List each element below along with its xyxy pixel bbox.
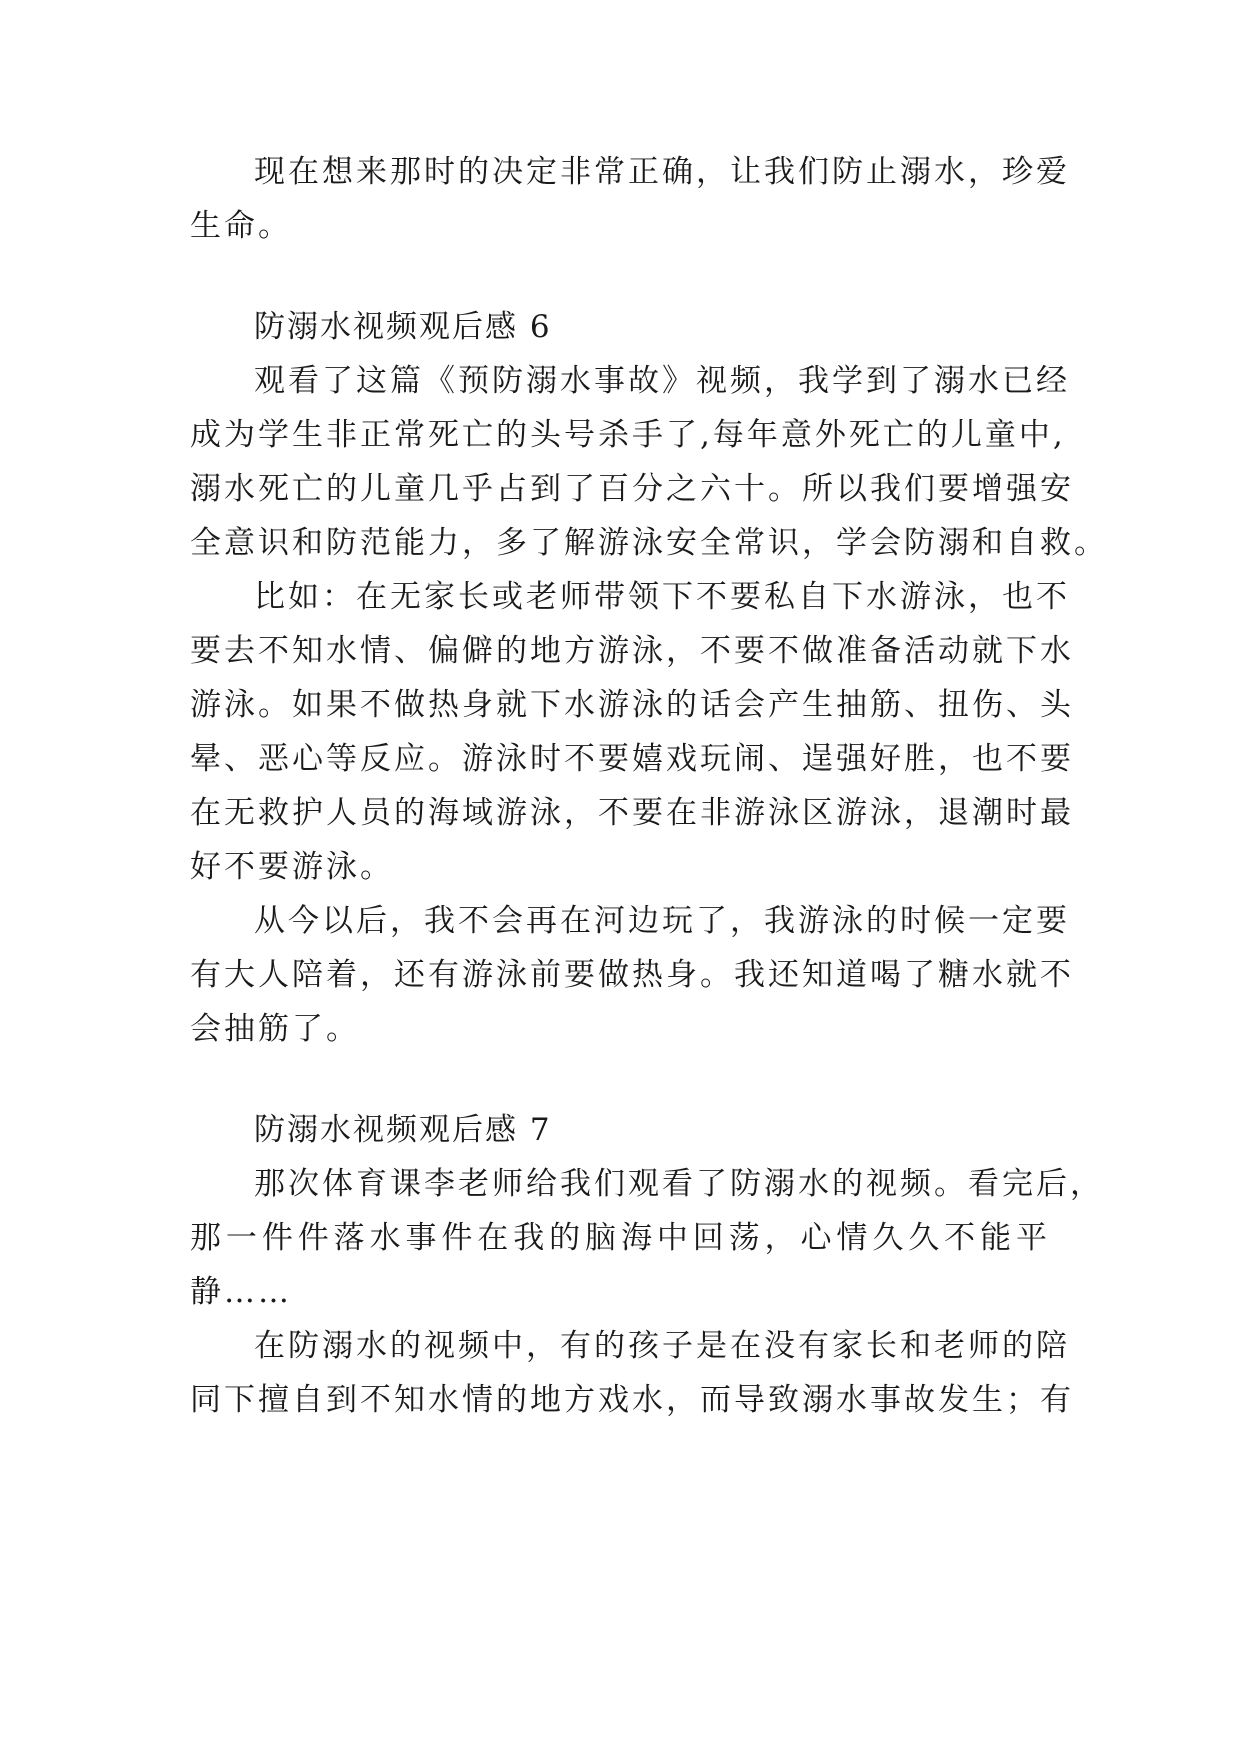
text-line: 生命。 <box>190 208 292 244</box>
section-heading: 防溺水视频观后感 6 <box>254 309 552 345</box>
section-heading: 防溺水视频观后感 7 <box>254 1112 552 1148</box>
text-line: 在防溺水的视频中，有的孩子是在没有家长和老师的陪 <box>254 1328 1070 1364</box>
text-line: 观看了这篇《预防溺水事故》视频，我学到了溺水已经 <box>254 363 1070 399</box>
text-line: 要去不知水情、偏僻的地方游泳，不要不做准备活动就下水 <box>190 633 1074 669</box>
text-line: 好不要游泳。 <box>190 849 394 885</box>
text-line: 游泳。如果不做热身就下水游泳的话会产生抽筋、扭伤、头 <box>190 687 1074 723</box>
text-line: 在无救护人员的海域游泳，不要在非游泳区游泳，退潮时最 <box>190 795 1074 831</box>
text-line: 有大人陪着，还有游泳前要做热身。我还知道喝了糖水就不 <box>190 957 1074 993</box>
text-line: 溺水死亡的儿童几乎占到了百分之六十。所以我们要增强安 <box>190 471 1074 507</box>
text-line: 比如：在无家长或老师带领下不要私自下水游泳，也不 <box>254 579 1070 615</box>
text-line: 同下擅自到不知水情的地方戏水，而导致溺水事故发生；有 <box>190 1382 1074 1418</box>
text-line: 那一件件落水事件在我的脑海中回荡，心情久久不能平 <box>190 1220 1050 1256</box>
text-line: 会抽筋了。 <box>190 1011 360 1047</box>
text-line: 成为学生非正常死亡的头号杀手了,每年意外死亡的儿童中, <box>190 417 1066 453</box>
text-line: 那次体育课李老师给我们观看了防溺水的视频。看完后， <box>254 1166 1104 1202</box>
text-line: 晕、恶心等反应。游泳时不要嬉戏玩闹、逞强好胜，也不要 <box>190 741 1074 777</box>
text-line: 从今以后，我不会再在河边玩了，我游泳的时候一定要 <box>254 903 1070 939</box>
text-line: 全意识和防范能力，多了解游泳安全常识，学会防溺和自救。 <box>190 525 1108 561</box>
text-line: 静…… <box>190 1274 292 1310</box>
text-line: 现在想来那时的决定非常正确，让我们防止溺水，珍爱 <box>254 154 1070 190</box>
